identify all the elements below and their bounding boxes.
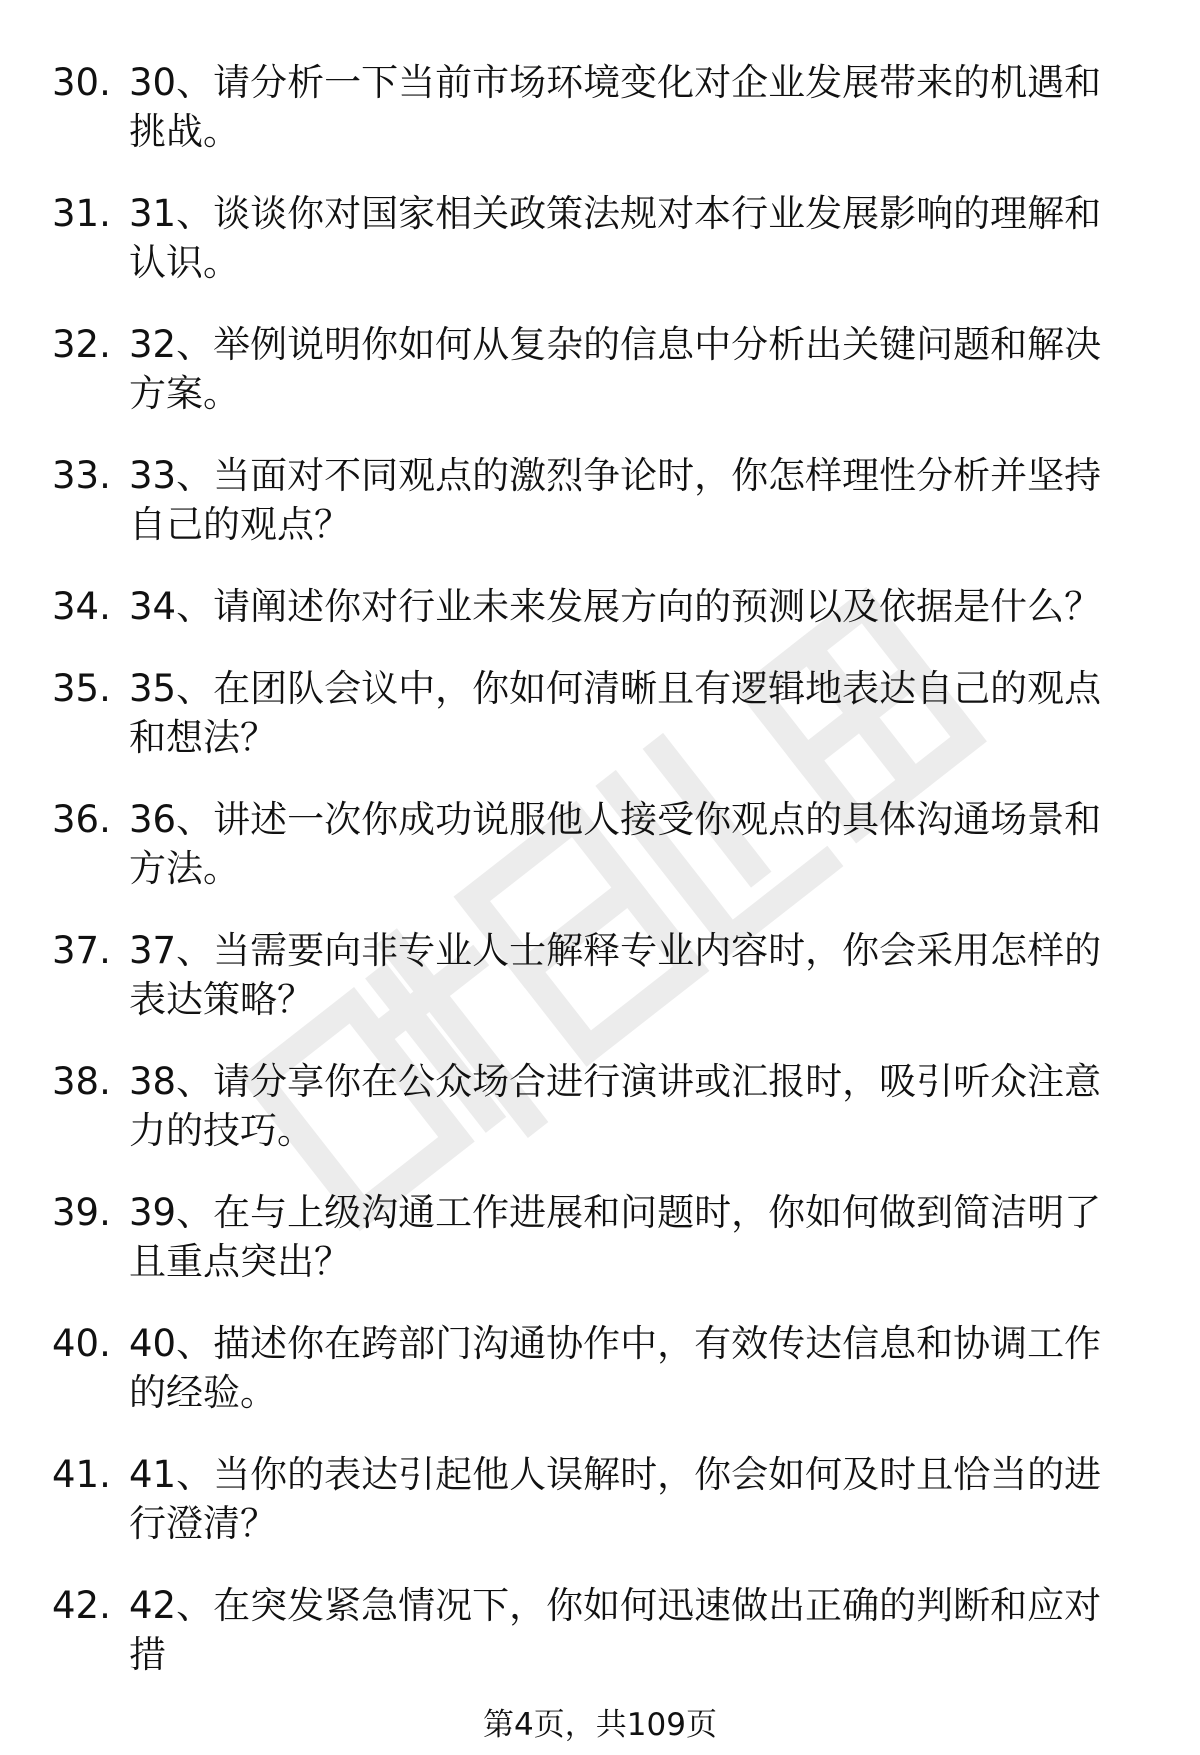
list-item bbox=[52, 582, 1152, 631]
item-text: 30、请分析一下当前市场环境变化对企业发展带来的机遇和挑战。 bbox=[129, 61, 1102, 153]
item-number: 35. bbox=[52, 667, 111, 710]
item-text: 31、谈谈你对国家相关政策法规对本行业发展影响的理解和认识。 bbox=[129, 192, 1102, 284]
list-item bbox=[52, 1450, 1152, 1548]
item-text: 35、在团队会议中，你如何清晰且有逻辑地表达自己的观点和想法？ bbox=[129, 667, 1102, 759]
list-item bbox=[52, 189, 1152, 287]
list-item bbox=[52, 795, 1152, 893]
item-number: 31. bbox=[52, 192, 111, 235]
item-text: 36、讲述一次你成功说服他人接受你观点的具体沟通场景和方法。 bbox=[129, 798, 1102, 890]
item-number: 30. bbox=[52, 61, 111, 104]
list-item bbox=[52, 926, 1152, 1024]
item-number: 40. bbox=[52, 1322, 111, 1365]
list-item bbox=[52, 58, 1152, 156]
item-text: 38、请分享你在公众场合进行演讲或汇报时，吸引听众注意力的技巧。 bbox=[129, 1060, 1102, 1152]
item-text: 32、举例说明你如何从复杂的信息中分析出关键问题和解决方案。 bbox=[129, 323, 1102, 415]
item-number: 37. bbox=[52, 929, 111, 972]
page-footer: 第4页，共109页 bbox=[483, 1707, 717, 1743]
item-number: 33. bbox=[52, 454, 111, 497]
item-number: 42. bbox=[52, 1584, 111, 1627]
list-item bbox=[52, 320, 1152, 418]
list-item bbox=[52, 664, 1152, 762]
item-text: 42、在突发紧急情况下，你如何迅速做出正确的判断和应对措 bbox=[129, 1584, 1102, 1676]
item-number: 38. bbox=[52, 1060, 111, 1103]
item-number: 41. bbox=[52, 1453, 111, 1496]
item-number: 34. bbox=[52, 585, 111, 628]
item-number: 32. bbox=[52, 323, 111, 366]
list-item bbox=[52, 1319, 1152, 1417]
question-list bbox=[52, 58, 1152, 1712]
item-text: 40、描述你在跨部门沟通协作中，有效传达信息和协调工作的经验。 bbox=[129, 1322, 1102, 1414]
item-text: 34、请阐述你对行业未来发展方向的预测以及依据是什么？ bbox=[129, 585, 1102, 628]
item-text: 37、当需要向非专业人士解释专业内容时，你会采用怎样的表达策略？ bbox=[129, 929, 1102, 1021]
item-text: 41、当你的表达引起他人误解时，你会如何及时且恰当的进行澄清？ bbox=[129, 1453, 1102, 1545]
item-number: 39. bbox=[52, 1191, 111, 1234]
list-item bbox=[52, 451, 1152, 549]
item-text: 33、当面对不同观点的激烈争论时，你怎样理性分析并坚持自己的观点？ bbox=[129, 454, 1102, 546]
list-item bbox=[52, 1188, 1152, 1286]
list-item bbox=[52, 1057, 1152, 1155]
list-item bbox=[52, 1581, 1152, 1679]
item-number: 36. bbox=[52, 798, 111, 841]
item-text: 39、在与上级沟通工作进展和问题时，你如何做到简洁明了且重点突出？ bbox=[129, 1191, 1102, 1283]
